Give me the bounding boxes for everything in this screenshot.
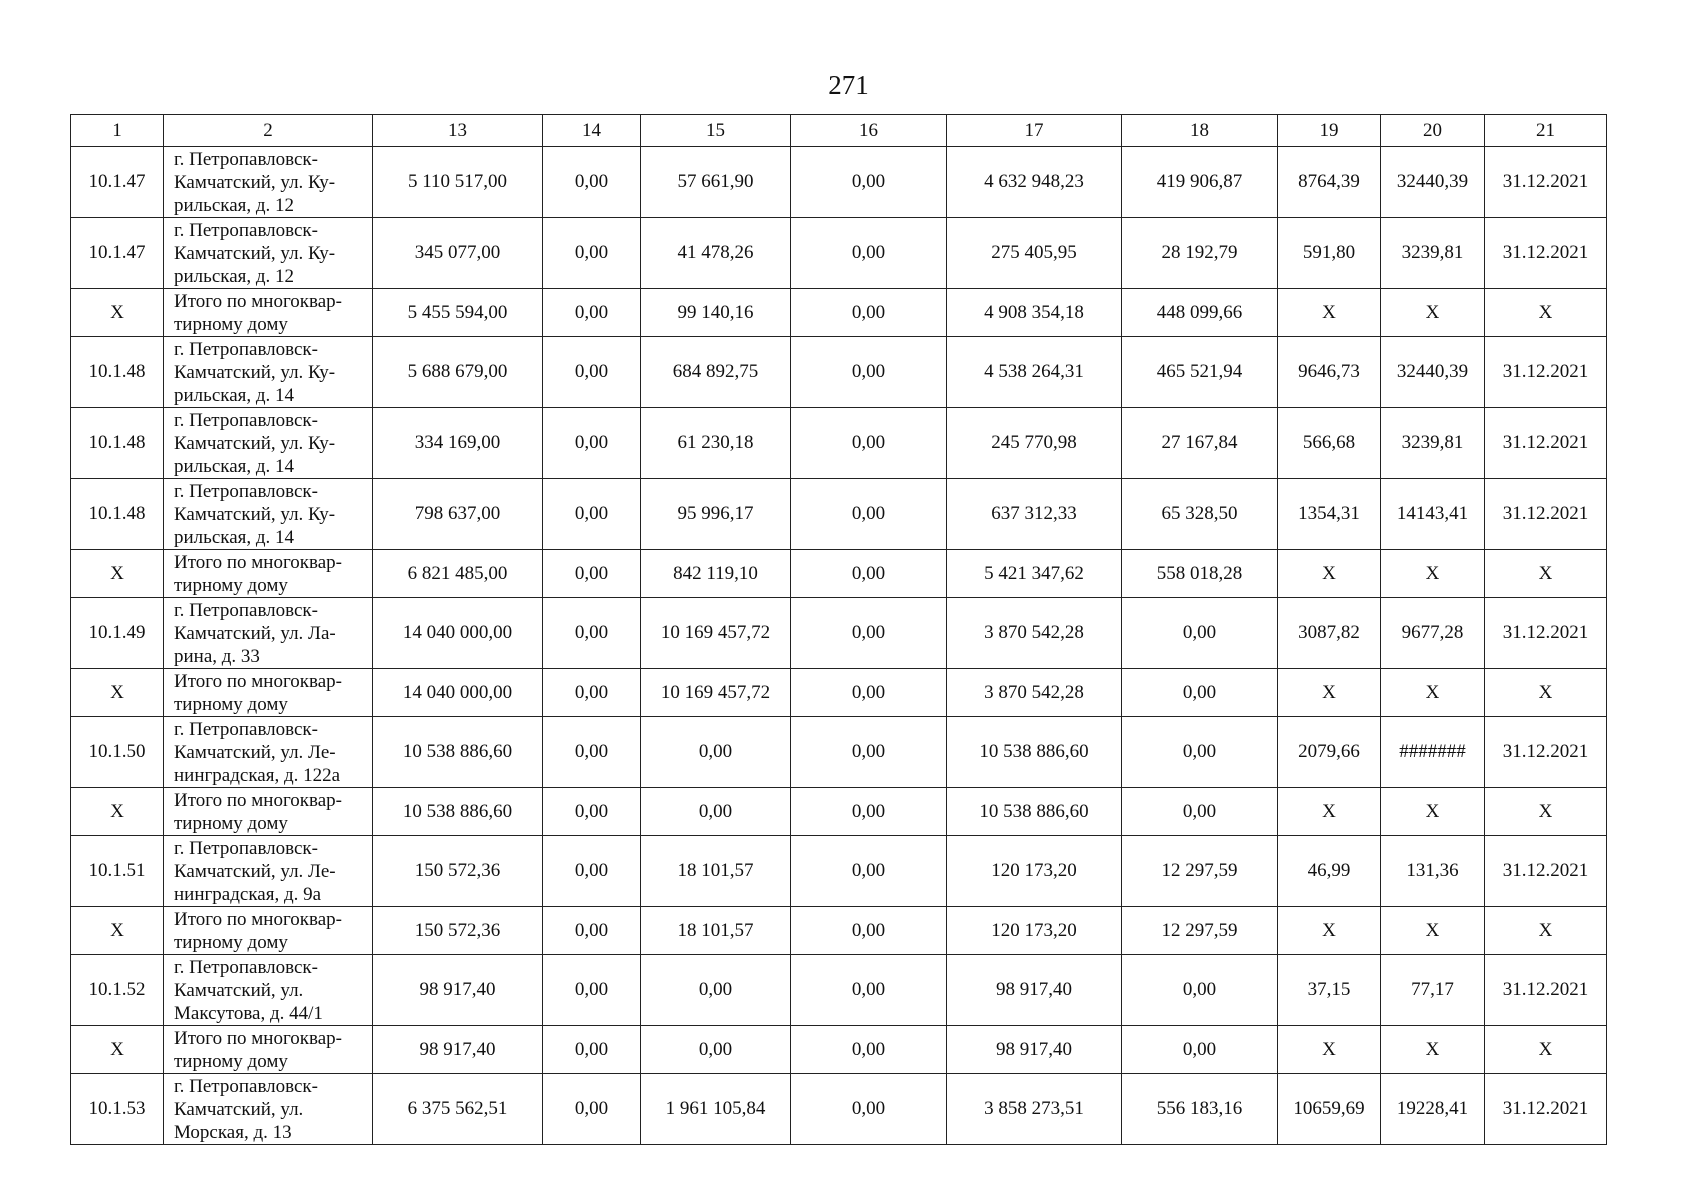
table-cell: X: [1278, 550, 1381, 598]
table-cell: 19228,41: [1381, 1074, 1485, 1145]
table-cell: 0,00: [791, 717, 947, 788]
table-cell: 95 996,17: [641, 479, 791, 550]
column-header: 13: [373, 115, 543, 147]
table-cell: 0,00: [791, 907, 947, 955]
column-header: 2: [164, 115, 373, 147]
table-cell: 14 040 000,00: [373, 598, 543, 669]
table-cell: X: [1381, 907, 1485, 955]
table-cell: 6 821 485,00: [373, 550, 543, 598]
table-cell: 32440,39: [1381, 337, 1485, 408]
table-cell: 448 099,66: [1122, 289, 1278, 337]
table-cell: 10 169 457,72: [641, 669, 791, 717]
table-row: [71, 147, 1607, 218]
address-cell: г. Петропавловск- Камчатский, ул. Ку- рильская, д. 14: [164, 337, 373, 408]
table-cell: 150 572,36: [373, 907, 543, 955]
table-cell: 0,00: [543, 955, 641, 1026]
table-cell: 419 906,87: [1122, 147, 1278, 218]
table-cell: 0,00: [1122, 669, 1278, 717]
table-cell: 98 917,40: [373, 955, 543, 1026]
address-cell: Итого по многоквар- тирному дому: [164, 289, 373, 337]
table-cell: 18 101,57: [641, 836, 791, 907]
table-cell: 27 167,84: [1122, 408, 1278, 479]
table-cell: 0,00: [791, 289, 947, 337]
table-row: [71, 337, 1607, 408]
table-cell: 5 455 594,00: [373, 289, 543, 337]
table-cell: 10.1.47: [71, 147, 164, 218]
table-cell: 0,00: [543, 550, 641, 598]
table-cell: 98 917,40: [947, 955, 1122, 1026]
table-cell: 0,00: [543, 788, 641, 836]
total-row: [71, 289, 1607, 337]
table-cell: 334 169,00: [373, 408, 543, 479]
table-cell: X: [1381, 788, 1485, 836]
table-cell: 4 908 354,18: [947, 289, 1122, 337]
table-cell: X: [1485, 550, 1607, 598]
table-cell: 10.1.51: [71, 836, 164, 907]
table-row: [71, 955, 1607, 1026]
table-cell: 0,00: [641, 717, 791, 788]
table-cell: 0,00: [543, 147, 641, 218]
table-cell: 10.1.50: [71, 717, 164, 788]
table-cell: X: [1485, 669, 1607, 717]
address-cell: Итого по многоквар- тирному дому: [164, 1026, 373, 1074]
table-cell: X: [1485, 1026, 1607, 1074]
table-cell: 37,15: [1278, 955, 1381, 1026]
table-cell: X: [1381, 1026, 1485, 1074]
table-cell: 150 572,36: [373, 836, 543, 907]
table-cell: 637 312,33: [947, 479, 1122, 550]
table-row: [71, 836, 1607, 907]
table-cell: 345 077,00: [373, 218, 543, 289]
table-cell: X: [71, 907, 164, 955]
table-cell: 12 297,59: [1122, 907, 1278, 955]
column-header: 1: [71, 115, 164, 147]
table-cell: 0,00: [1122, 1026, 1278, 1074]
table-cell: 566,68: [1278, 408, 1381, 479]
table-cell: 99 140,16: [641, 289, 791, 337]
address-cell: г. Петропавловск- Камчатский, ул. Ку- рильская, д. 12: [164, 147, 373, 218]
table-cell: 0,00: [641, 788, 791, 836]
table-cell: 31.12.2021: [1485, 147, 1607, 218]
table-cell: 0,00: [791, 550, 947, 598]
column-header: 19: [1278, 115, 1381, 147]
table-cell: 0,00: [641, 1026, 791, 1074]
table-cell: X: [1278, 907, 1381, 955]
table-cell: 28 192,79: [1122, 218, 1278, 289]
table-cell: 4 632 948,23: [947, 147, 1122, 218]
table-cell: 31.12.2021: [1485, 479, 1607, 550]
table-cell: 0,00: [543, 717, 641, 788]
table-cell: 14 040 000,00: [373, 669, 543, 717]
address-cell: Итого по многоквар- тирному дому: [164, 669, 373, 717]
table-cell: X: [1381, 550, 1485, 598]
table-cell: X: [1381, 289, 1485, 337]
table-cell: 31.12.2021: [1485, 955, 1607, 1026]
total-row: [71, 907, 1607, 955]
table-cell: 3 870 542,28: [947, 598, 1122, 669]
table-cell: X: [71, 669, 164, 717]
table-cell: 8764,39: [1278, 147, 1381, 218]
total-row: [71, 550, 1607, 598]
table-cell: X: [71, 788, 164, 836]
table-cell: 57 661,90: [641, 147, 791, 218]
table-cell: 31.12.2021: [1485, 1074, 1607, 1145]
table-cell: 0,00: [791, 1026, 947, 1074]
table-cell: 0,00: [543, 1026, 641, 1074]
total-row: [71, 788, 1607, 836]
table-cell: 0,00: [543, 289, 641, 337]
address-cell: Итого по многоквар- тирному дому: [164, 550, 373, 598]
table-cell: 10.1.48: [71, 337, 164, 408]
table-cell: X: [71, 289, 164, 337]
table-cell: 10.1.47: [71, 218, 164, 289]
table-cell: 0,00: [791, 147, 947, 218]
table-cell: 558 018,28: [1122, 550, 1278, 598]
table-cell: 3 858 273,51: [947, 1074, 1122, 1145]
address-cell: г. Петропавловск- Камчатский, ул. Ку- рильская, д. 14: [164, 479, 373, 550]
column-header: 16: [791, 115, 947, 147]
table-cell: 61 230,18: [641, 408, 791, 479]
table-cell: 98 917,40: [947, 1026, 1122, 1074]
total-row: [71, 1026, 1607, 1074]
table-cell: 41 478,26: [641, 218, 791, 289]
table-cell: 120 173,20: [947, 836, 1122, 907]
table-cell: 0,00: [791, 955, 947, 1026]
table-cell: 0,00: [543, 218, 641, 289]
table-cell: 3239,81: [1381, 218, 1485, 289]
table-cell: X: [71, 550, 164, 598]
table-cell: 842 119,10: [641, 550, 791, 598]
table-cell: 10659,69: [1278, 1074, 1381, 1145]
table-cell: 77,17: [1381, 955, 1485, 1026]
table-cell: 0,00: [641, 955, 791, 1026]
table-cell: 0,00: [543, 408, 641, 479]
column-header: 20: [1381, 115, 1485, 147]
table-cell: X: [1485, 289, 1607, 337]
table-cell: 0,00: [791, 669, 947, 717]
table-cell: 0,00: [791, 598, 947, 669]
column-header: 15: [641, 115, 791, 147]
table-cell: 14143,41: [1381, 479, 1485, 550]
total-row: [71, 669, 1607, 717]
table-cell: 0,00: [791, 337, 947, 408]
table-cell: 3087,82: [1278, 598, 1381, 669]
table-cell: 0,00: [791, 1074, 947, 1145]
table-cell: X: [1278, 289, 1381, 337]
table-cell: 5 688 679,00: [373, 337, 543, 408]
table-cell: 31.12.2021: [1485, 408, 1607, 479]
table-cell: 65 328,50: [1122, 479, 1278, 550]
table-row: [71, 1074, 1607, 1145]
table-cell: 3 870 542,28: [947, 669, 1122, 717]
address-cell: г. Петропавловск- Камчатский, ул. Ле- нинградская, д. 9а: [164, 836, 373, 907]
column-header: 17: [947, 115, 1122, 147]
column-header: 14: [543, 115, 641, 147]
table-cell: 798 637,00: [373, 479, 543, 550]
address-cell: г. Петропавловск- Камчатский, ул. Ле- нинградская, д. 122а: [164, 717, 373, 788]
address-cell: Итого по многоквар- тирному дому: [164, 788, 373, 836]
table-cell: 0,00: [791, 218, 947, 289]
table-cell: 9677,28: [1381, 598, 1485, 669]
table-cell: 120 173,20: [947, 907, 1122, 955]
table-cell: 0,00: [791, 479, 947, 550]
table-cell: 0,00: [791, 836, 947, 907]
table-row: [71, 218, 1607, 289]
column-header: 18: [1122, 115, 1278, 147]
table-cell: 10.1.52: [71, 955, 164, 1026]
table-cell: 0,00: [543, 907, 641, 955]
table-cell: 10 169 457,72: [641, 598, 791, 669]
table-cell: 0,00: [543, 337, 641, 408]
table-cell: 31.12.2021: [1485, 836, 1607, 907]
address-cell: г. Петропавловск- Камчатский, ул. Максутова, д. 44/1: [164, 955, 373, 1026]
table-cell: X: [1381, 669, 1485, 717]
table-cell: 98 917,40: [373, 1026, 543, 1074]
table-cell: 0,00: [543, 836, 641, 907]
table-cell: 0,00: [791, 788, 947, 836]
table-cell: 12 297,59: [1122, 836, 1278, 907]
table-row: [71, 408, 1607, 479]
table-cell: 2079,66: [1278, 717, 1381, 788]
data-table: [70, 114, 1607, 1145]
address-cell: г. Петропавловск- Камчатский, ул. Морская, д. 13: [164, 1074, 373, 1145]
table-cell: 0,00: [1122, 788, 1278, 836]
table-cell: 591,80: [1278, 218, 1381, 289]
address-cell: Итого по многоквар- тирному дому: [164, 907, 373, 955]
address-cell: г. Петропавловск- Камчатский, ул. Ку- рильская, д. 14: [164, 408, 373, 479]
table-cell: X: [1485, 788, 1607, 836]
table-cell: #######: [1381, 717, 1485, 788]
table-cell: 0,00: [543, 1074, 641, 1145]
table-cell: X: [1278, 1026, 1381, 1074]
table-cell: 10 538 886,60: [373, 717, 543, 788]
table-cell: 10.1.48: [71, 479, 164, 550]
table-cell: 1 961 105,84: [641, 1074, 791, 1145]
table-cell: 556 183,16: [1122, 1074, 1278, 1145]
table-header: [71, 115, 1607, 147]
table-cell: X: [1278, 669, 1381, 717]
table-cell: 0,00: [1122, 598, 1278, 669]
table-cell: 0,00: [543, 598, 641, 669]
header-row: [71, 115, 1607, 147]
table-cell: 32440,39: [1381, 147, 1485, 218]
table-cell: 131,36: [1381, 836, 1485, 907]
table-cell: 5 421 347,62: [947, 550, 1122, 598]
table-cell: 10 538 886,60: [373, 788, 543, 836]
table-cell: X: [1278, 788, 1381, 836]
address-cell: г. Петропавловск- Камчатский, ул. Ку- рильская, д. 12: [164, 218, 373, 289]
table-row: [71, 598, 1607, 669]
table-cell: 465 521,94: [1122, 337, 1278, 408]
table-cell: 31.12.2021: [1485, 717, 1607, 788]
table-cell: 10 538 886,60: [947, 788, 1122, 836]
table-cell: 10 538 886,60: [947, 717, 1122, 788]
table-row: [71, 479, 1607, 550]
table-cell: 31.12.2021: [1485, 598, 1607, 669]
table-cell: 0,00: [1122, 717, 1278, 788]
table-body: [71, 147, 1607, 1145]
table-cell: X: [71, 1026, 164, 1074]
table-cell: 9646,73: [1278, 337, 1381, 408]
table-cell: 275 405,95: [947, 218, 1122, 289]
table-cell: X: [1485, 907, 1607, 955]
table-cell: 3239,81: [1381, 408, 1485, 479]
table-cell: 0,00: [791, 408, 947, 479]
table-cell: 1354,31: [1278, 479, 1381, 550]
table-row: [71, 717, 1607, 788]
table-cell: 245 770,98: [947, 408, 1122, 479]
table-cell: 10.1.48: [71, 408, 164, 479]
table-cell: 10.1.53: [71, 1074, 164, 1145]
address-cell: г. Петропавловск- Камчатский, ул. Ла- рина, д. 33: [164, 598, 373, 669]
table-cell: 6 375 562,51: [373, 1074, 543, 1145]
table-cell: 0,00: [543, 669, 641, 717]
column-header: 21: [1485, 115, 1607, 147]
table-cell: 0,00: [543, 479, 641, 550]
table-cell: 31.12.2021: [1485, 218, 1607, 289]
page-number: 271: [828, 70, 869, 100]
table-cell: 10.1.49: [71, 598, 164, 669]
table-cell: 31.12.2021: [1485, 337, 1607, 408]
table-cell: 0,00: [1122, 955, 1278, 1026]
table-cell: 18 101,57: [641, 907, 791, 955]
table-cell: 5 110 517,00: [373, 147, 543, 218]
table-cell: 684 892,75: [641, 337, 791, 408]
table-cell: 4 538 264,31: [947, 337, 1122, 408]
table-cell: 46,99: [1278, 836, 1381, 907]
